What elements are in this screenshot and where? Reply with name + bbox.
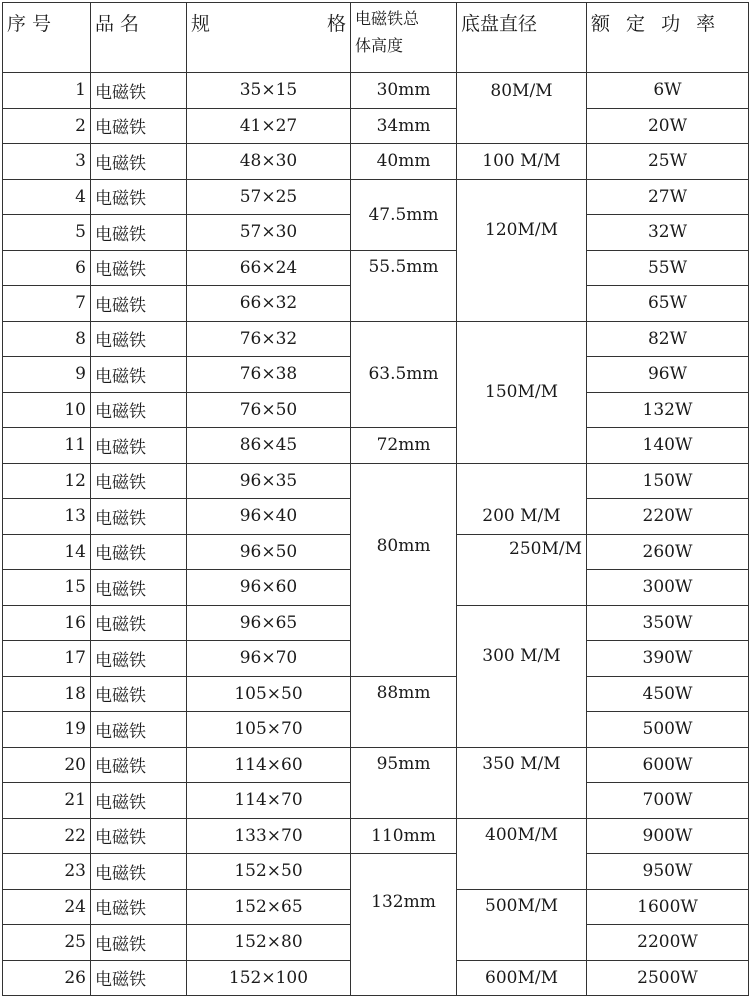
cell-height: 30mm — [351, 73, 457, 109]
cell-spec: 152×100 — [187, 960, 351, 996]
cell-seq: 10 — [3, 392, 91, 428]
cell-spec: 76×50 — [187, 392, 351, 428]
table-row — [3, 676, 749, 712]
cell-spec: 57×25 — [187, 179, 351, 215]
table-row — [3, 250, 749, 286]
cell-base: 80M/M — [457, 73, 587, 144]
cell-seq: 13 — [3, 499, 91, 535]
cell-name: 电磁铁 — [91, 818, 187, 854]
cell-power: 600W — [587, 747, 749, 783]
cell-name: 电磁铁 — [91, 179, 187, 215]
cell-spec: 96×35 — [187, 463, 351, 499]
cell-base: 600M/M — [457, 960, 587, 996]
cell-height: 88mm — [351, 676, 457, 747]
cell-height: 132mm — [351, 854, 457, 996]
cell-height: 80mm — [351, 463, 457, 676]
cell-seq: 5 — [3, 215, 91, 251]
cell-name: 电磁铁 — [91, 712, 187, 748]
cell-height: 55.5mm — [351, 250, 457, 321]
cell-name: 电磁铁 — [91, 108, 187, 144]
cell-name: 电磁铁 — [91, 605, 187, 641]
cell-power: 65W — [587, 286, 749, 322]
cell-power: 132W — [587, 392, 749, 428]
cell-base: 100 M/M — [457, 144, 587, 180]
cell-spec: 57×30 — [187, 215, 351, 251]
cell-power: 140W — [587, 428, 749, 464]
cell-power: 950W — [587, 854, 749, 890]
table-row — [3, 321, 749, 357]
cell-height: 110mm — [351, 818, 457, 854]
cell-base: 400M/M — [457, 818, 587, 889]
cell-seq: 1 — [3, 73, 91, 109]
magnet-spec-table — [2, 2, 749, 996]
cell-name: 电磁铁 — [91, 854, 187, 890]
table-row — [3, 428, 749, 464]
cell-base: 200 M/M — [457, 463, 587, 534]
cell-spec: 152×65 — [187, 889, 351, 925]
cell-spec: 133×70 — [187, 818, 351, 854]
cell-seq: 20 — [3, 747, 91, 783]
cell-power: 96W — [587, 357, 749, 393]
cell-seq: 11 — [3, 428, 91, 464]
cell-name: 电磁铁 — [91, 676, 187, 712]
cell-power: 150W — [587, 463, 749, 499]
cell-power: 390W — [587, 641, 749, 677]
cell-spec: 105×70 — [187, 712, 351, 748]
cell-spec: 41×27 — [187, 108, 351, 144]
cell-power: 260W — [587, 534, 749, 570]
header-spec-left: 规 — [191, 13, 211, 35]
cell-spec: 96×65 — [187, 605, 351, 641]
table-row — [3, 747, 749, 783]
table-row — [3, 179, 749, 215]
cell-seq: 18 — [3, 676, 91, 712]
cell-seq: 16 — [3, 605, 91, 641]
cell-spec: 76×38 — [187, 357, 351, 393]
cell-seq: 9 — [3, 357, 91, 393]
cell-power: 300W — [587, 570, 749, 606]
header-name: 品 名 — [91, 3, 187, 73]
cell-name: 电磁铁 — [91, 641, 187, 677]
cell-name: 电磁铁 — [91, 889, 187, 925]
cell-power: 32W — [587, 215, 749, 251]
cell-seq: 22 — [3, 818, 91, 854]
cell-spec: 96×60 — [187, 570, 351, 606]
cell-spec: 86×45 — [187, 428, 351, 464]
table-row — [3, 818, 749, 854]
cell-spec: 48×30 — [187, 144, 351, 180]
cell-base: 500M/M — [457, 889, 587, 960]
cell-spec: 66×24 — [187, 250, 351, 286]
cell-name: 电磁铁 — [91, 570, 187, 606]
cell-spec: 66×32 — [187, 286, 351, 322]
cell-spec: 35×15 — [187, 73, 351, 109]
table-row — [3, 73, 749, 109]
cell-seq: 12 — [3, 463, 91, 499]
cell-seq: 14 — [3, 534, 91, 570]
cell-power: 6W — [587, 73, 749, 109]
header-spec — [187, 3, 351, 73]
header-spec-right: 格 — [326, 13, 346, 35]
cell-base: 250M/M — [457, 534, 587, 605]
cell-name: 电磁铁 — [91, 144, 187, 180]
table-row — [3, 854, 749, 890]
cell-seq: 2 — [3, 108, 91, 144]
cell-height: 34mm — [351, 108, 457, 144]
cell-seq: 25 — [3, 925, 91, 961]
header-seq: 序 号 — [3, 3, 91, 73]
cell-name: 电磁铁 — [91, 215, 187, 251]
cell-seq: 7 — [3, 286, 91, 322]
cell-name: 电磁铁 — [91, 428, 187, 464]
cell-power: 2500W — [587, 960, 749, 996]
cell-spec: 76×32 — [187, 321, 351, 357]
cell-height: 72mm — [351, 428, 457, 464]
cell-spec: 96×50 — [187, 534, 351, 570]
cell-power: 25W — [587, 144, 749, 180]
table-row — [3, 144, 749, 180]
cell-base: 300 M/M — [457, 605, 587, 747]
cell-seq: 8 — [3, 321, 91, 357]
cell-spec: 114×70 — [187, 783, 351, 819]
cell-seq: 15 — [3, 570, 91, 606]
cell-name: 电磁铁 — [91, 250, 187, 286]
cell-name: 电磁铁 — [91, 73, 187, 109]
cell-power: 82W — [587, 321, 749, 357]
cell-seq: 19 — [3, 712, 91, 748]
header-row — [3, 3, 749, 73]
header-height — [351, 3, 457, 73]
cell-name: 电磁铁 — [91, 925, 187, 961]
cell-name: 电磁铁 — [91, 747, 187, 783]
cell-spec: 152×80 — [187, 925, 351, 961]
cell-seq: 23 — [3, 854, 91, 890]
cell-height: 63.5mm — [351, 321, 457, 428]
cell-name: 电磁铁 — [91, 357, 187, 393]
cell-name: 电磁铁 — [91, 286, 187, 322]
cell-spec: 96×40 — [187, 499, 351, 535]
cell-power: 55W — [587, 250, 749, 286]
cell-spec: 96×70 — [187, 641, 351, 677]
cell-seq: 6 — [3, 250, 91, 286]
cell-name: 电磁铁 — [91, 534, 187, 570]
cell-spec: 105×50 — [187, 676, 351, 712]
cell-height: 95mm — [351, 747, 457, 818]
cell-height: 40mm — [351, 144, 457, 180]
cell-name: 电磁铁 — [91, 392, 187, 428]
cell-height: 47.5mm — [351, 179, 457, 250]
table-row — [3, 108, 749, 144]
header-base: 底盘直径 — [457, 3, 587, 73]
header-height-line1: 电磁铁总 — [355, 9, 420, 28]
cell-power: 450W — [587, 676, 749, 712]
cell-power: 2200W — [587, 925, 749, 961]
cell-seq: 21 — [3, 783, 91, 819]
table-row — [3, 463, 749, 499]
cell-seq: 24 — [3, 889, 91, 925]
cell-base: 150M/M — [457, 321, 587, 463]
cell-base: 350 M/M — [457, 747, 587, 818]
cell-seq: 26 — [3, 960, 91, 996]
cell-power: 1600W — [587, 889, 749, 925]
cell-spec: 152×50 — [187, 854, 351, 890]
cell-power: 20W — [587, 108, 749, 144]
cell-power: 220W — [587, 499, 749, 535]
cell-power: 900W — [587, 818, 749, 854]
cell-power: 700W — [587, 783, 749, 819]
cell-spec: 114×60 — [187, 747, 351, 783]
header-height-line2: 体高度 — [355, 36, 404, 55]
cell-name: 电磁铁 — [91, 783, 187, 819]
cell-seq: 4 — [3, 179, 91, 215]
cell-power: 500W — [587, 712, 749, 748]
cell-power: 27W — [587, 179, 749, 215]
cell-seq: 3 — [3, 144, 91, 180]
cell-name: 电磁铁 — [91, 463, 187, 499]
cell-name: 电磁铁 — [91, 960, 187, 996]
header-power: 额 定 功 率 — [587, 3, 749, 73]
cell-base: 120M/M — [457, 179, 587, 321]
cell-power: 350W — [587, 605, 749, 641]
cell-name: 电磁铁 — [91, 321, 187, 357]
cell-seq: 17 — [3, 641, 91, 677]
cell-name: 电磁铁 — [91, 499, 187, 535]
